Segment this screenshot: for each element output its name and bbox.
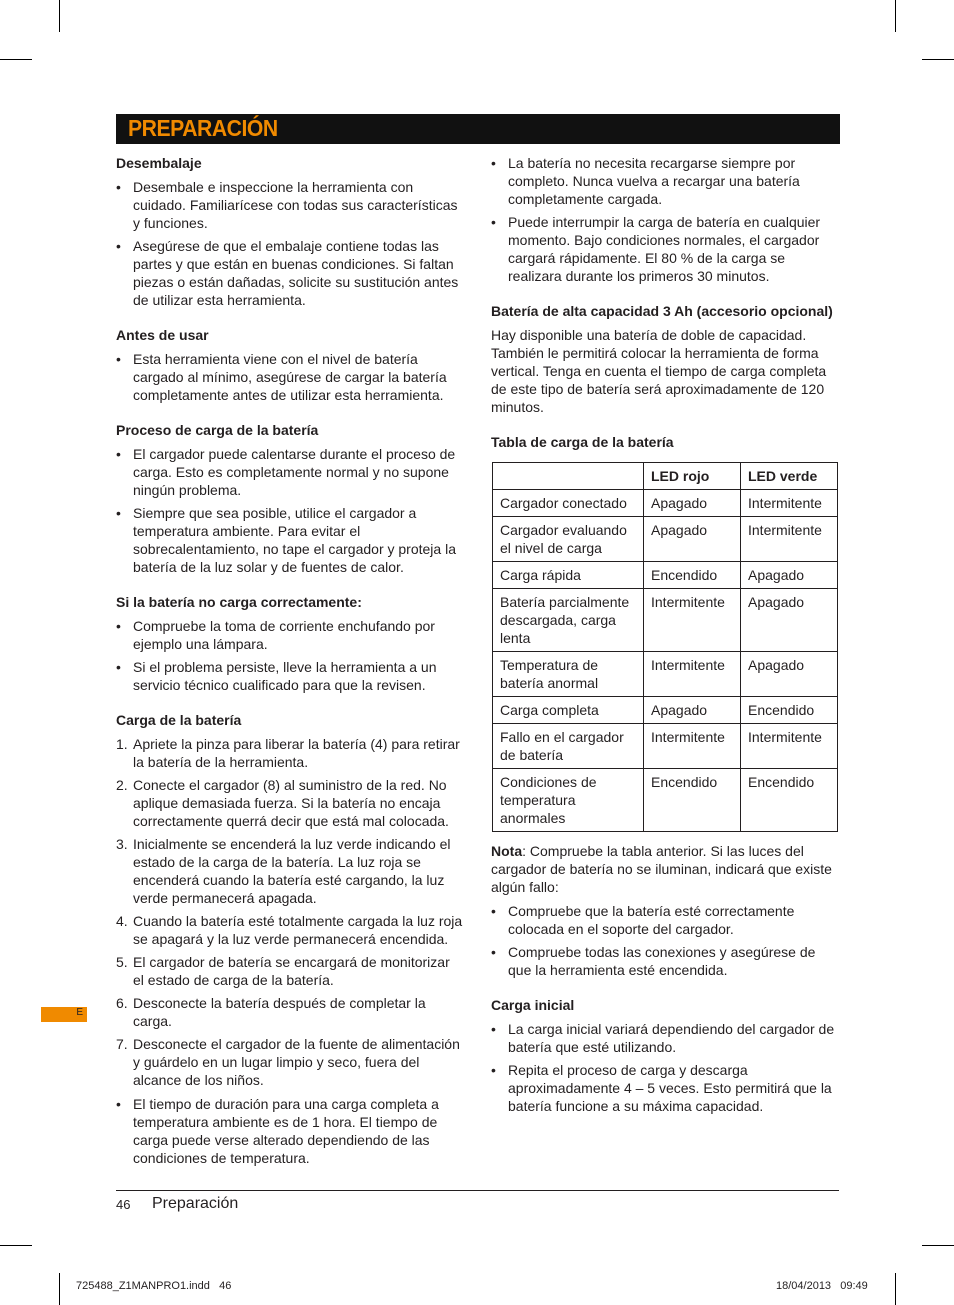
note-label: Nota (491, 843, 523, 859)
table-cell: Encendido (741, 697, 838, 724)
table-header-cell (493, 463, 644, 490)
bullet-item: • Desembale e inspeccione la herramienta con cuidado. Familiarícese con todas sus características y funciones. (116, 179, 458, 231)
bullet-item: • Compruebe que la batería esté correctamente colocada en el soporte del cargador. (491, 903, 795, 937)
section-antes-de-usar (116, 326, 464, 404)
footer-divider (116, 1190, 839, 1191)
numbered-step: 1. Apriete la pinza para liberar la batería (4) para retirar la batería de la herramienta. (116, 736, 460, 770)
section-carga-notes (491, 154, 839, 285)
bullet-item: • La batería no necesita recargarse siempre por completo. Nunca vuelva a recargar una batería completamente cargada. (491, 155, 800, 207)
crop-mark (0, 1245, 32, 1246)
table-cell: Fallo en el cargador de batería (493, 724, 644, 769)
table-cell: Apagado (644, 517, 741, 562)
section-title-bar (116, 114, 840, 144)
table-cell: Intermitente (741, 517, 838, 562)
section-heading: Proceso de carga de la batería (116, 422, 319, 438)
table-cell: Encendido (741, 769, 838, 832)
section-tabla-de-carga (491, 433, 839, 832)
bullet-item: • Puede interrumpir la carga de batería en cualquier momento. Bajo condiciones normales, el cargador cargará rápidamente. El 80 % de la carga se realizara durante los primeros 30 minutos. (491, 214, 821, 284)
numbered-step: 2. Conecte el cargador (8) al suministro de la red. No aplique demasiada fuerza. Si la batería no encaja correctamente querrá decir que está mal colocada. (116, 777, 449, 829)
table-cell: Apagado (741, 652, 838, 697)
table-cell: Carga completa (493, 697, 644, 724)
crop-mark (895, 0, 896, 32)
table-cell: Intermitente (644, 589, 741, 652)
bullet-item: • Esta herramienta viene con el nivel de batería cargado al mínimo, asegúrese de cargar la batería completamente antes de utilizar esta herramienta. (116, 351, 447, 403)
table-cell: Intermitente (741, 490, 838, 517)
table-cell: Intermitente (741, 724, 838, 769)
bullet-item: • Si el problema persiste, lleve la herramienta a un servicio técnico cualificado para que la revisen. (116, 659, 437, 693)
section-heading: Batería de alta capacidad 3 Ah (accesorio opcional) (491, 303, 833, 319)
table-cell: Temperatura de batería anormal (493, 652, 644, 697)
table-cell: Intermitente (644, 652, 741, 697)
note-paragraph: Nota: Compruebe la tabla anterior. Si las luces del cargador de batería no se iluminan, indicará que existe algún fallo: (491, 843, 832, 895)
crop-mark (922, 59, 954, 60)
table-row (493, 517, 838, 562)
crop-mark (922, 1245, 954, 1246)
bullet-item: • Siempre que sea posible, utilice el cargador a temperatura ambiente. Para evitar el sobrecalentamiento, no tape el cargador y proteja la batería de la luz solar y de fuentes de calor. (116, 505, 456, 575)
paragraph: Hay disponible una batería de doble de capacidad. También le permitirá colocar la herramienta de forma vertical. Tenga en cuenta el tiempo de carga completa de este tipo de batería será aproximadamente de 120 minutos. (491, 327, 827, 415)
bullet-item: • El cargador puede calentarse durante el proceso de carga. Esto es completamente normal y no supone ningún problema. (116, 446, 456, 498)
language-tab (41, 1007, 87, 1022)
table-row (493, 697, 838, 724)
section-nota (491, 842, 839, 979)
table-cell: Encendido (644, 562, 741, 589)
page-title: PREPARACIÓN (128, 115, 278, 141)
table-header-row (493, 463, 838, 490)
bullet-item: • La carga inicial variará dependiendo del cargador de batería que esté utilizando. (491, 1021, 835, 1055)
section-heading: Antes de usar (116, 327, 209, 343)
numbered-step: 5. El cargador de batería se encargará de monitorizar el estado de carga de la batería. (116, 954, 450, 988)
table-header-cell: LED verde (741, 463, 838, 490)
section-heading: Si la batería no carga correctamente: (116, 594, 362, 610)
slug-datetime: 18/04/2013 09:49 (776, 1280, 868, 1292)
section-no-carga (116, 593, 464, 694)
numbered-step: 6. Desconecte la batería después de completar la carga. (116, 995, 426, 1029)
section-proceso-de-carga (116, 421, 464, 576)
page-number: 46 (116, 1197, 131, 1212)
table-header-cell: LED rojo (644, 463, 741, 490)
right-column (491, 154, 839, 1132)
table-cell: Cargador evaluando el nivel de carga (493, 517, 644, 562)
table-row (493, 652, 838, 697)
table-cell: Apagado (741, 562, 838, 589)
section-desembalaje (116, 154, 464, 309)
left-column (116, 154, 464, 1184)
bullet-item: • Asegúrese de que el embalaje contiene todas las partes y que están en buenas condiciones. Si faltan piezas o están dañadas, solicite su sustitución antes de utilizar esta herramienta. (116, 238, 459, 308)
table-cell: Encendido (644, 769, 741, 832)
bullet-item: • Compruebe todas las conexiones y asegúrese de que la herramienta esté encendida. (491, 944, 816, 978)
table-row (493, 490, 838, 517)
charge-table (492, 462, 838, 832)
section-heading: Desembalaje (116, 155, 202, 171)
bullet-item: • Repita el proceso de carga y descarga aproximadamente 4 – 5 veces. Esto permitirá que la batería funcione a su máxima capacidad. (491, 1062, 832, 1114)
crop-mark (59, 0, 60, 32)
section-heading: Carga de la batería (116, 712, 242, 728)
table-cell: Batería parcialmente descargada, carga lenta (493, 589, 644, 652)
table-row (493, 562, 838, 589)
table-cell: Carga rápida (493, 562, 644, 589)
table-cell: Cargador conectado (493, 490, 644, 517)
language-tab-label: E (76, 1007, 83, 1018)
numbered-step: 4. Cuando la batería esté totalmente cargada la luz roja se apagará y la luz verde permanecerá encendida. (116, 913, 463, 947)
table-row (493, 769, 838, 832)
numbered-step: 3. Inicialmente se encenderá la luz verde indicando el estado de la carga de la batería. La luz roja se encenderá cuando la batería esté cargando, la luz verde permanecerá apagada. (116, 836, 451, 906)
numbered-step: 7. Desconecte el cargador de la fuente de alimentación y guárdelo en un lugar limpio y seco, fuera del alcance de los niños. (116, 1036, 460, 1088)
section-heading: Carga inicial (491, 997, 575, 1013)
slug-filename: 725488_Z1MANPRO1.indd 46 (76, 1280, 232, 1292)
crop-mark (59, 1273, 60, 1305)
section-carga-inicial (491, 996, 839, 1115)
bullet-item: • Compruebe la toma de corriente enchufando por ejemplo una lámpara. (116, 618, 435, 652)
table-cell: Condiciones de temperatura anormales (493, 769, 644, 832)
footer-section-title: Preparación (152, 1195, 239, 1212)
table-cell: Intermitente (644, 724, 741, 769)
crop-mark (0, 59, 32, 60)
section-alta-capacidad (491, 302, 839, 416)
table-cell: Apagado (644, 697, 741, 724)
section-heading: Tabla de carga de la batería (491, 434, 674, 450)
crop-mark (895, 1273, 896, 1305)
bullet-item: • El tiempo de duración para una carga completa a temperatura ambiente es de 1 hora. El tiempo de carga puede verse alterado dependiendo de las condiciones de temperatura. (116, 1096, 439, 1166)
table-row (493, 589, 838, 652)
table-cell: Apagado (644, 490, 741, 517)
table-row (493, 724, 838, 769)
table-cell: Apagado (741, 589, 838, 652)
section-carga-de-la-bateria (116, 711, 464, 1167)
